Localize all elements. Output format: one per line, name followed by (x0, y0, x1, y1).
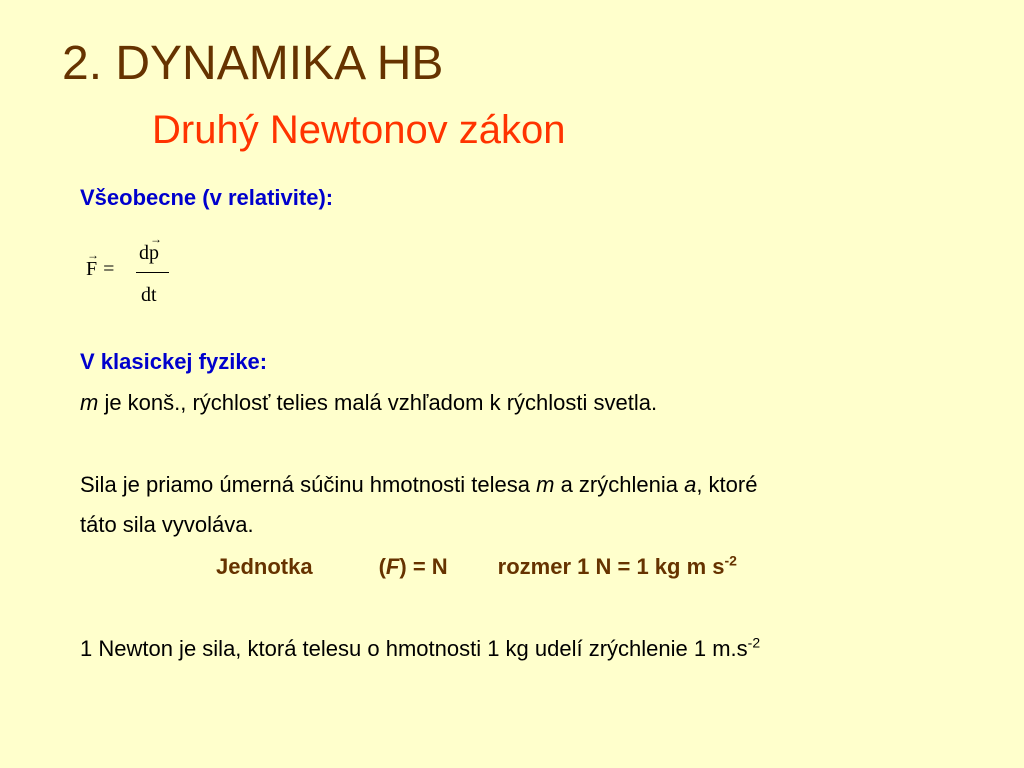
mass-constant-text: je konš., rýchlosť telies malá vzhľadom k rýchlosti svetla. (98, 390, 658, 415)
fraction-bar (136, 272, 169, 273)
force-text-2: a zrýchlenia (554, 472, 685, 497)
equals-sign: = (103, 258, 115, 280)
force-causes-line: táto sila vyvoláva. (80, 512, 254, 537)
acceleration-symbol: a (684, 472, 697, 497)
unit-line (216, 554, 737, 580)
formula-lhs (86, 248, 115, 281)
unit-label: Jednotka (216, 554, 313, 579)
mass-symbol: m (80, 390, 99, 415)
force-text-1: Sila je priamo úmerná súčinu hmotnosti telesa (80, 472, 537, 497)
vector-arrow-icon: → (87, 248, 99, 262)
newton-formula (84, 232, 194, 310)
unit-dimension: rozmer 1 N = 1 kg m s (497, 554, 725, 579)
formula-numerator (139, 232, 162, 265)
unit-exponent: -2 (724, 552, 737, 569)
force-symbol: F (86, 258, 98, 280)
unit-value: ) = N (399, 554, 448, 579)
force-proportional-line (80, 472, 757, 498)
formula-denominator: dt (141, 284, 157, 306)
classical-heading: V klasickej fyzike: (80, 349, 268, 374)
mass-symbol: m (536, 472, 555, 497)
force-symbol: F (385, 554, 400, 579)
force-vector (86, 248, 99, 281)
slide-title: 2. DYNAMIKA HB (62, 37, 444, 90)
relativity-heading: Všeobecne (v relativite): (80, 185, 334, 210)
momentum-vector (149, 232, 162, 265)
vector-arrow-icon: → (150, 232, 162, 246)
slide-subtitle: Druhý Newtonov zákon (152, 108, 566, 152)
mass-constant-line (80, 390, 657, 416)
newton-definition (80, 636, 760, 662)
force-text-3: , ktoré (696, 472, 758, 497)
numerator-d: d (139, 242, 149, 264)
momentum-symbol: p (149, 242, 159, 264)
newton-definition-exponent: -2 (747, 634, 761, 651)
unit-open: ( (378, 554, 386, 579)
newton-definition-text: 1 Newton je sila, ktorá telesu o hmotnosti 1 kg udelí zrýchlenie 1 m.s (80, 636, 748, 661)
